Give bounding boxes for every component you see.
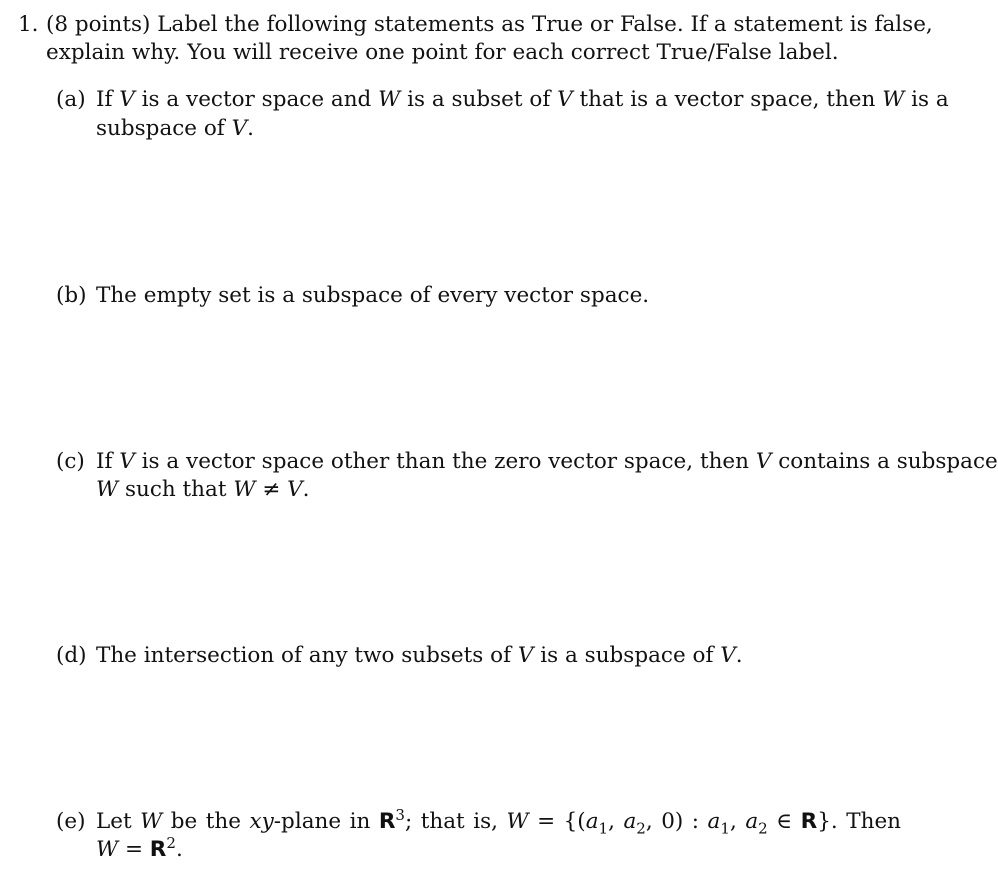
item-label: (d): [56, 643, 87, 668]
item-label: (b): [56, 283, 87, 308]
problem-instructions-line-1: (8 points) Label the following statements as True or False. If a statement is false,: [46, 12, 933, 37]
item-c-line-2: W such that W ≠ V.: [96, 477, 310, 502]
item-e-line-1: Let W be the xy-plane in $R^3$; that is, $W = \{(a_1$, $a_2$, 0) : $a_1$, $a_2$ ∈ R}. Then: [96, 805, 902, 838]
item-c-line-1: If V is a vector space other than the zero vector space, then V contains a subspace: [96, 449, 998, 474]
problem-number: 1.: [18, 12, 39, 37]
item-label: (c): [56, 449, 85, 474]
item-d-text: The intersection of any two subsets of V is a subspace of V.: [96, 643, 743, 668]
item-label: (a): [56, 87, 86, 112]
item-e-line-2: $W = R^2$.: [96, 833, 183, 862]
item-label: (e): [56, 809, 86, 834]
problem-instructions-line-2: explain why. You will receive one point for each correct True/False label.: [46, 40, 839, 65]
item-b-text: The empty set is a subspace of every vector space.: [96, 283, 650, 308]
item-a-line-2: subspace of V.: [96, 116, 254, 141]
item-a-line-1: If V is a vector space and W is a subset of V that is a vector space, then W is a: [96, 87, 949, 112]
